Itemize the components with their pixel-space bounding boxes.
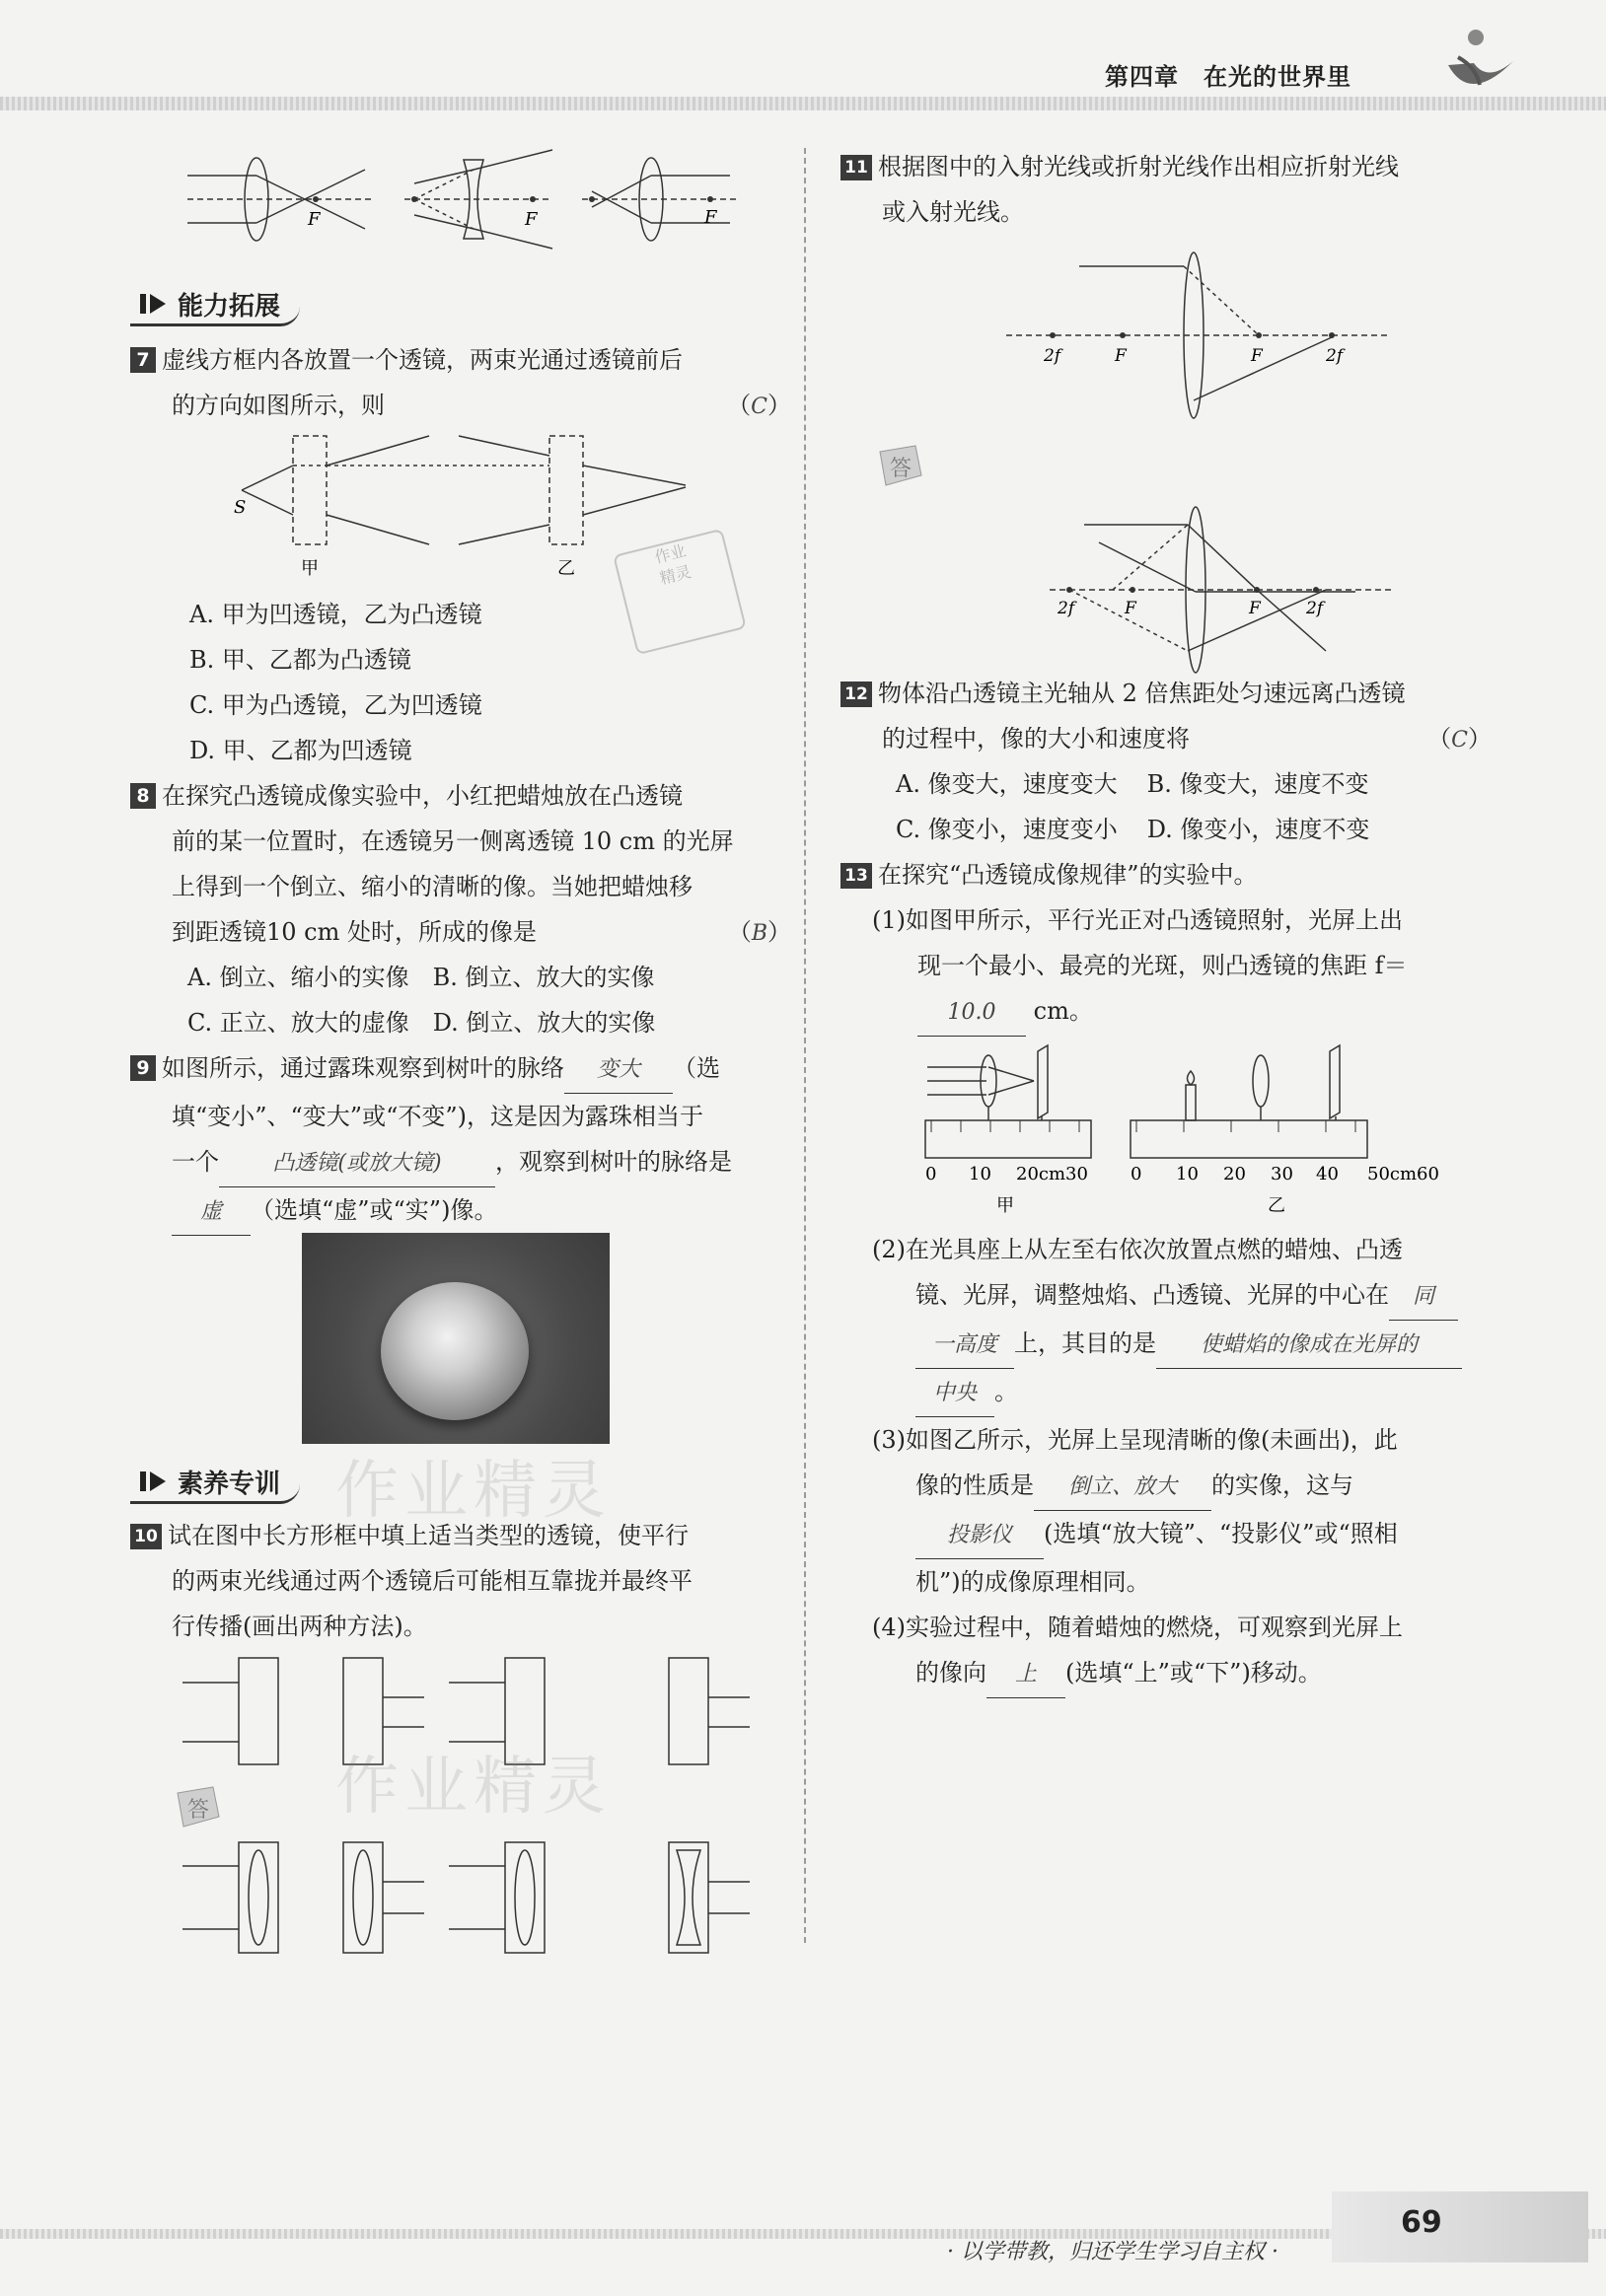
q13-s3-text: 像的性质是 <box>915 1471 1034 1499</box>
q11-line1: 根据图中的入射光线或折射光线作出相应折射光线 <box>878 153 1399 180</box>
ruler-b-tick: 20 <box>1223 1164 1246 1184</box>
q13-s1-answer: 10.0 <box>917 990 1026 1037</box>
q12-line1: 物体沿凸透镜主光轴从 2 倍焦距处匀速远离凸透镜 <box>878 680 1406 707</box>
q7-option-b[interactable]: B. 甲、乙都为凸透镜 <box>189 646 411 674</box>
q13-s1-line1: (1)如图甲所示，平行光正对凸透镜照射，光屏上出 <box>872 906 1403 934</box>
q9-text: ，观察到树叶的脉络是 <box>495 1148 732 1176</box>
focus-label: F <box>1125 599 1136 618</box>
two-f-label: 2f <box>1044 346 1061 366</box>
section-ability-label: 能力拓展 <box>178 291 281 322</box>
q9-line2: 填“变小”、“变大”或“不变”)，这是因为露珠相当于 <box>172 1103 703 1130</box>
q12-option-d[interactable]: D. 像变小，速度不变 <box>1146 816 1370 843</box>
q13-s2-text: 镜、光屏，调整烛焰、凸透镜、光屏的中心在 <box>915 1281 1389 1309</box>
svg-text:答: 答 <box>187 1798 210 1823</box>
page-number: 69 <box>1401 2205 1442 2240</box>
q13-s1-unit: cm。 <box>1033 997 1093 1025</box>
q13-s3-text: 的实像，这与 <box>1211 1471 1353 1499</box>
watermark-text: 作业精灵 <box>335 1455 612 1528</box>
watermark-stamp: 作业 精灵 <box>613 529 747 655</box>
q9-answer-2: 凸透镜(或放大镜) <box>219 1141 495 1187</box>
q13-part2 <box>872 1227 1503 1698</box>
ruler-a-tick: 10 <box>969 1164 991 1184</box>
source-label: S <box>234 497 247 518</box>
q7-number: 7 <box>130 347 156 373</box>
q11-diagram <box>996 243 1411 430</box>
q11-answer-diagram <box>1030 503 1405 681</box>
column-divider <box>804 148 806 1943</box>
answer-mark-icon <box>872 442 931 491</box>
svg-text:答: 答 <box>890 457 912 481</box>
q7-option-d[interactable]: D. 甲、乙都为凹透镜 <box>189 737 412 764</box>
q10-number: 10 <box>130 1524 162 1549</box>
lens-diagram-top <box>178 148 750 276</box>
q12 <box>840 671 1492 852</box>
q13-s3-text: (选填“放大镜”、“投影仪”或“照相 <box>1044 1520 1398 1547</box>
q13-s4-text: 的像向 <box>915 1659 986 1686</box>
q7-options <box>189 592 482 773</box>
ruler-b-tick: 40 <box>1316 1164 1339 1184</box>
q12-answer: C <box>1451 728 1468 753</box>
q9-answer-3: 虚 <box>172 1189 251 1236</box>
focus-label: F <box>525 209 538 230</box>
focus-label: F <box>704 207 717 228</box>
logo-icon <box>1440 28 1519 107</box>
two-f-label: 2f <box>1326 346 1344 366</box>
jia-label: 甲 <box>996 1195 1014 1215</box>
q8-line1: 在探究凸透镜成像实验中，小红把蜡烛放在凸透镜 <box>162 782 683 810</box>
q13-s2-answer-1a: 同 <box>1389 1274 1458 1321</box>
focus-label: F <box>308 209 321 230</box>
two-f-label: 2f <box>1058 599 1075 618</box>
yi-label: 乙 <box>557 558 575 579</box>
q8-option-a[interactable]: A. 倒立、缩小的实像 <box>187 964 409 991</box>
section-literacy <box>130 1462 300 1504</box>
q7-answer: C <box>751 395 767 419</box>
ruler-b-tick: 50cm60 <box>1367 1164 1439 1184</box>
q9-text: 一个 <box>172 1148 219 1176</box>
section-literacy-label: 素养专训 <box>178 1469 281 1499</box>
ruler-a-tick: 20cm30 <box>1016 1164 1088 1184</box>
q8-answer: B <box>751 921 767 946</box>
focus-label: F <box>1249 599 1261 618</box>
q13-s2-answer-1b: 一高度 <box>915 1323 1014 1369</box>
q13-s2-line1: (2)在光具座上从左至右依次放置点燃的蜡烛、凸透 <box>872 1236 1403 1263</box>
q8-line2: 前的某一位置时，在透镜另一侧离透镜 10 cm 的光屏 <box>172 827 734 855</box>
q7 <box>130 337 791 428</box>
q13-s4-text: (选填“上”或“下”)移动。 <box>1065 1659 1322 1686</box>
q11-number: 11 <box>840 155 872 180</box>
q9-answer-1: 变大 <box>564 1047 673 1094</box>
q13-s3-answer-1: 倒立、放大 <box>1034 1465 1211 1511</box>
answer-mark-icon <box>170 1783 229 1832</box>
q7-option-a[interactable]: A. 甲为凹透镜，乙为凸透镜 <box>189 601 482 628</box>
q9-text: （选 <box>673 1054 720 1082</box>
watermark-text: 作业精灵 <box>335 1751 612 1824</box>
chapter-title: 第四章 在光的世界里 <box>1105 63 1351 91</box>
yi-label: 乙 <box>1268 1195 1285 1215</box>
arrow-tag-icon <box>138 290 170 318</box>
two-f-label: 2f <box>1306 599 1324 618</box>
q7-option-c[interactable]: C. 甲为凸透镜，乙为凹透镜 <box>189 691 482 719</box>
page-number-box <box>1332 2191 1588 2262</box>
ruler-b-tick: 0 <box>1131 1164 1142 1184</box>
q13-s3-line4: 机”)的成像原理相同。 <box>915 1568 1150 1596</box>
q12-number: 12 <box>840 682 872 707</box>
q13-s4-line1: (4)实验过程中，随着蜡烛的燃烧，可观察到光屏上 <box>872 1614 1403 1641</box>
q11 <box>840 144 1511 235</box>
q9-number: 9 <box>130 1055 156 1081</box>
q8-answer-paren: （B） <box>727 918 791 946</box>
arrow-tag-icon <box>138 1468 170 1495</box>
q8-option-c[interactable]: C. 正立、放大的虚像 <box>187 1009 409 1037</box>
q13-s2-answer-2a: 使蜡焰的像成在光屏的 <box>1156 1323 1462 1369</box>
q13-s2-text: 。 <box>994 1378 1018 1405</box>
q8-number: 8 <box>130 783 156 809</box>
q12-option-b[interactable]: B. 像变大，速度不变 <box>1146 770 1369 798</box>
q13-s1-line2: 现一个最小、最亮的光斑，则凸透镜的焦距 f＝ <box>917 952 1408 979</box>
q13-stem: 在探究“凸透镜成像规律”的实验中。 <box>878 861 1258 889</box>
q10-line2: 的两束光线通过两个透镜后可能相互靠拢并最终平 <box>172 1567 693 1595</box>
q7-answer-paren: （C） <box>727 392 791 419</box>
ruler-b-tick: 30 <box>1271 1164 1293 1184</box>
jia-label: 甲 <box>301 558 319 579</box>
focus-label: F <box>1251 346 1263 366</box>
q8-option-b[interactable]: B. 倒立、放大的实像 <box>432 964 655 991</box>
q9 <box>130 1045 791 1236</box>
focus-label: F <box>1115 346 1127 366</box>
q10-answer-diagram <box>178 1834 769 1963</box>
q7-stem-line1: 虚线方框内各放置一个透镜，两束光通过透镜前后 <box>162 346 683 374</box>
q10-line1: 试在图中长方形框中填上适当类型的透镜，使平行 <box>168 1522 689 1549</box>
ruler-a-tick: 0 <box>925 1164 937 1184</box>
q12-option-a[interactable]: A. 像变大，速度变大 <box>896 770 1118 798</box>
q10 <box>130 1513 791 1649</box>
q7-stem-line2: 的方向如图所示，则 <box>172 392 385 419</box>
header-band <box>0 97 1606 110</box>
q13-s3-answer-2: 投影仪 <box>915 1513 1044 1559</box>
q13 <box>840 852 1501 1037</box>
q13-apparatus-diagram <box>917 1038 1470 1215</box>
q12-answer-paren: （C） <box>1427 725 1492 753</box>
q9-text: 如图所示，通过露珠观察到树叶的脉络 <box>162 1054 564 1082</box>
q13-s3-line1: (3)如图乙所示，光屏上呈现清晰的像(未画出)，此 <box>872 1426 1398 1454</box>
q13-number: 13 <box>840 863 872 889</box>
q9-text: （选填“虚”或“实”)像。 <box>251 1196 498 1224</box>
q13-s2-text: 上，其目的是 <box>1014 1329 1156 1357</box>
q8-option-d[interactable]: D. 倒立、放大的实像 <box>432 1009 656 1037</box>
q13-s2-answer-2b: 中央 <box>915 1371 994 1417</box>
dewdrop-photo <box>302 1233 610 1444</box>
q8-line3: 上得到一个倒立、缩小的清晰的像。当她把蜡烛移 <box>172 873 693 900</box>
q10-line3: 行传播(画出两种方法)。 <box>172 1613 427 1640</box>
q8-line4: 到距透镜10 cm 处时，所成的像是 <box>172 918 537 946</box>
dewdrop <box>381 1282 529 1420</box>
q12-line2: 的过程中，像的大小和速度将 <box>882 725 1190 753</box>
q11-line2: 或入射光线。 <box>882 198 1024 226</box>
section-ability <box>130 284 300 326</box>
q8 <box>130 773 791 1045</box>
ruler-b-tick: 10 <box>1176 1164 1199 1184</box>
q13-s4-answer: 上 <box>986 1652 1065 1698</box>
q12-option-c[interactable]: C. 像变小，速度变小 <box>896 816 1118 843</box>
footer-slogan: · 以学带教，归还学生学习自主权 · <box>947 2240 1278 2264</box>
